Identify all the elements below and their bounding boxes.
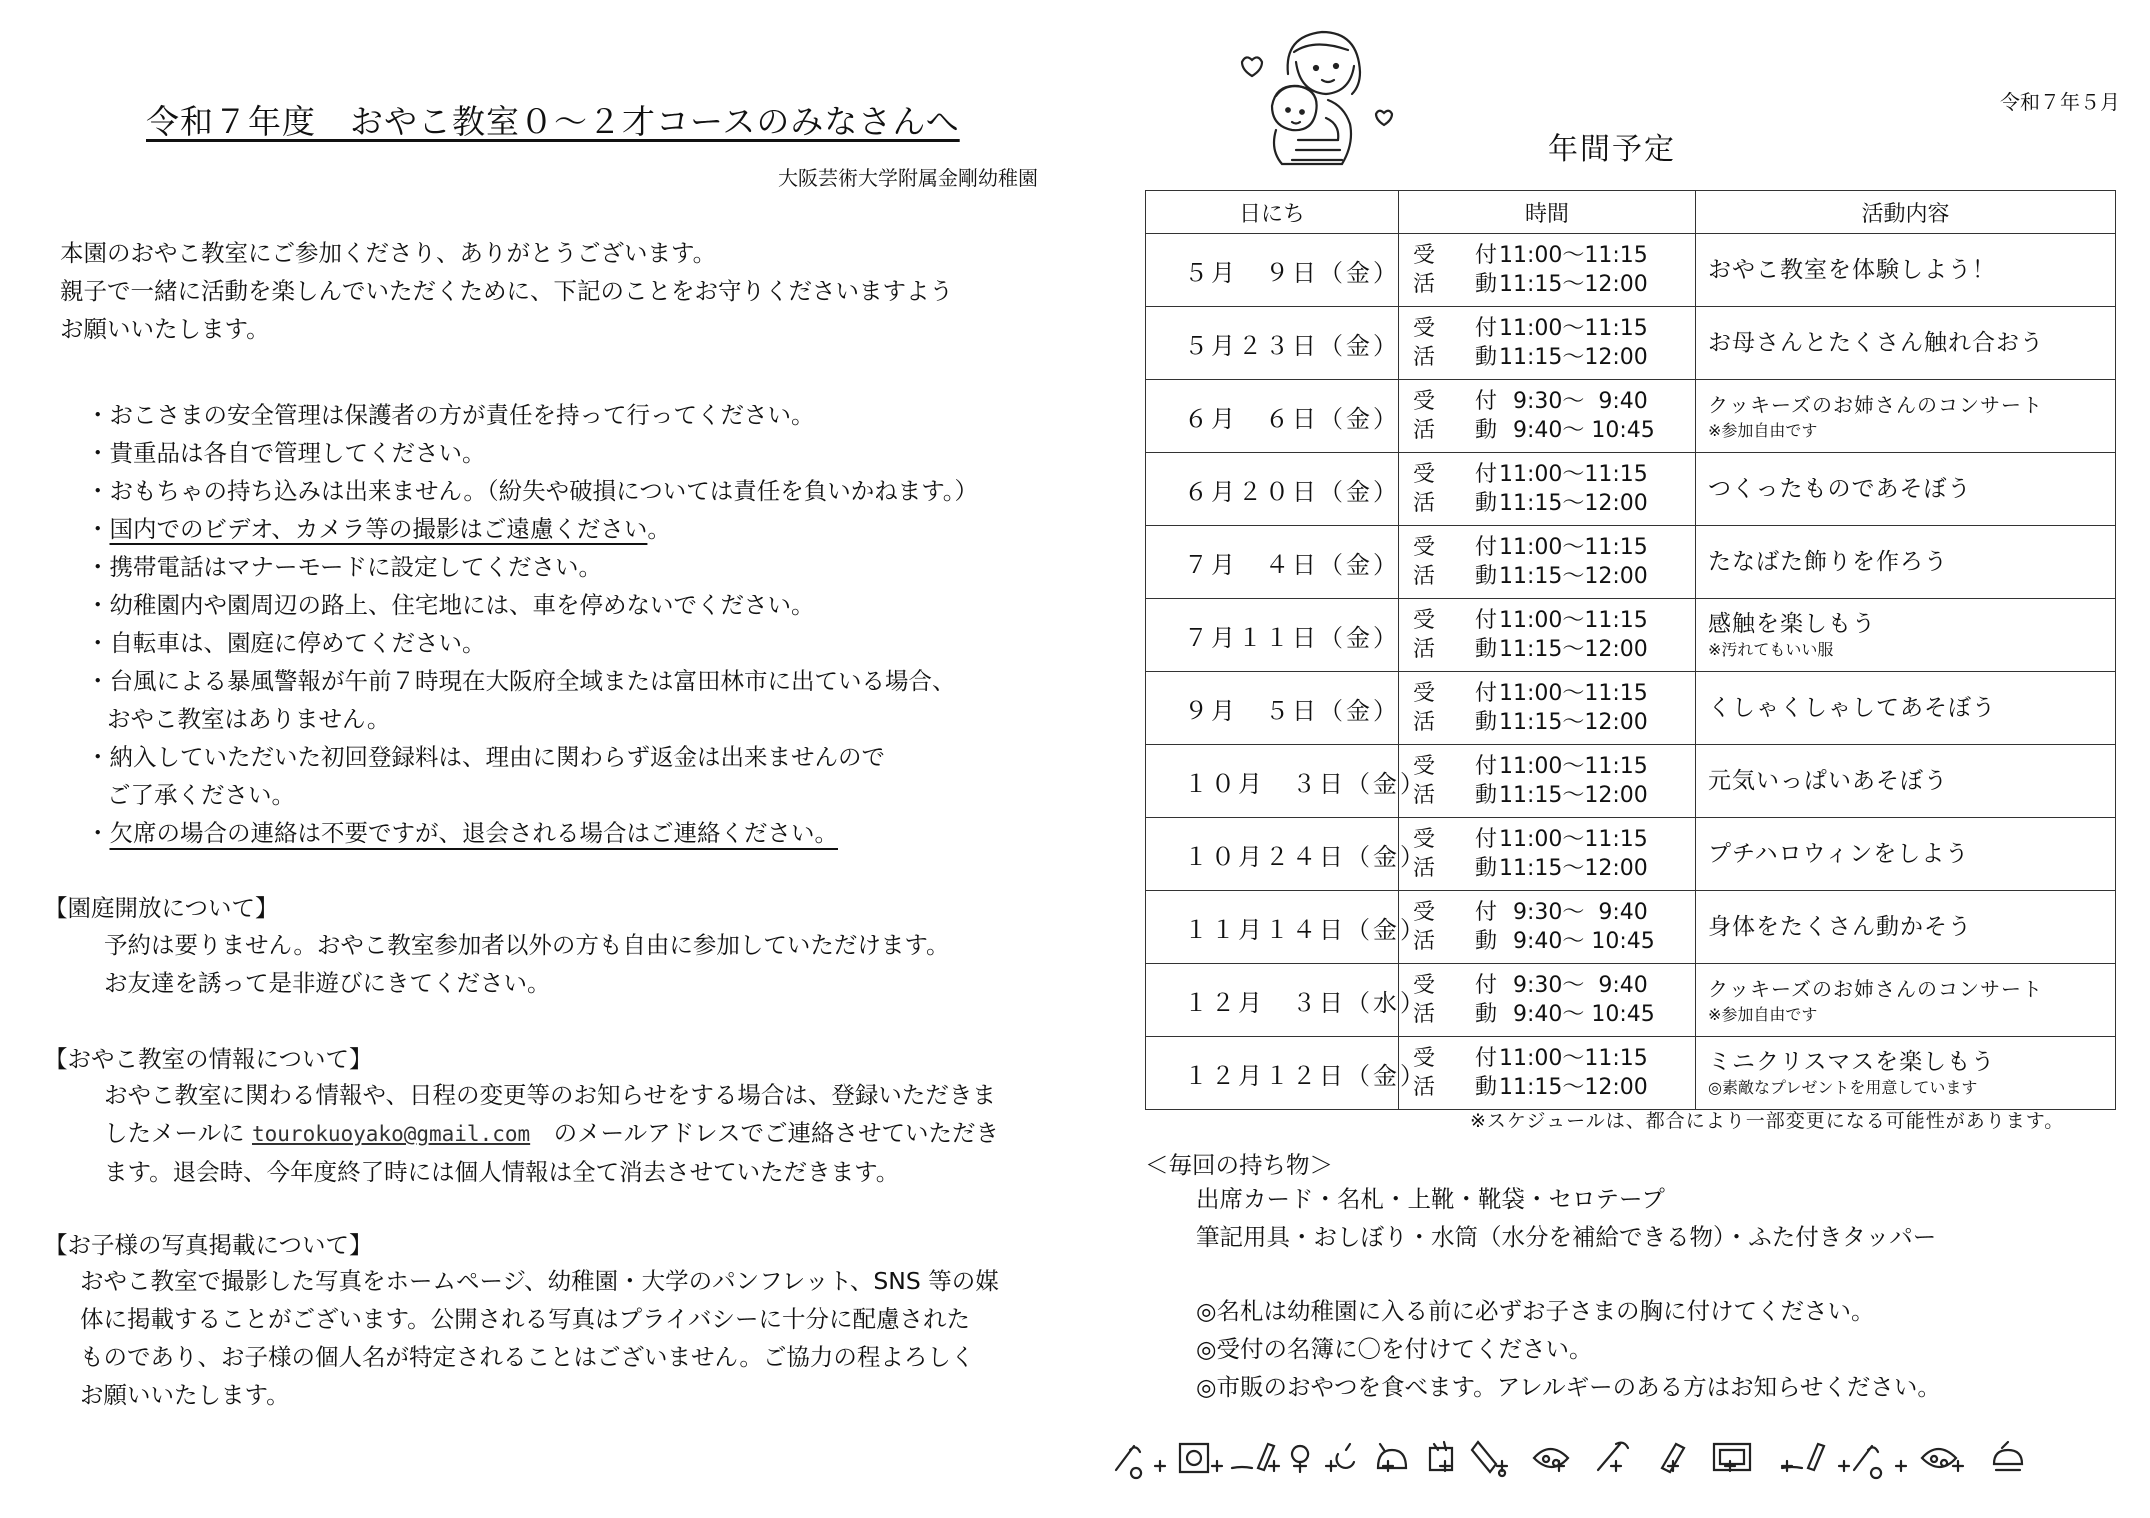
- intro-line: 本園のおやこ教室にご参加くださり、ありがとうございます。: [60, 239, 717, 267]
- activity-time: [1413, 1000, 1694, 1029]
- section-line: 体に掲載することがございます。公開される写真はプライバシーに十分に配慮された: [80, 1305, 970, 1333]
- activity-title: お母さんとたくさん触れ合おう: [1708, 330, 2044, 356]
- reception-time: [1413, 533, 1694, 562]
- activity-time: [1413, 489, 1694, 518]
- rules-list: [86, 396, 978, 852]
- column-header-time: 時間: [1399, 191, 1696, 234]
- reception-value: 9:30～ 9:40: [1499, 973, 1648, 998]
- activity-cell: [1696, 1037, 2116, 1110]
- schedule-row: [1146, 672, 2116, 745]
- schedule-change-note: ※スケジュールは、都合により一部変更になる可能性があります。: [1470, 1110, 2065, 1132]
- activity-label: 活 動: [1413, 1075, 1507, 1100]
- reception-value: 11:00～11:15: [1499, 754, 1648, 779]
- time-cell: [1399, 234, 1696, 307]
- intro-line: 親子で一緒に活動を楽しんでいただくために、下記のことをお守りくださいますよう: [60, 277, 953, 305]
- activity-value: 9:40～ 10:45: [1499, 929, 1655, 954]
- time-cell: [1399, 599, 1696, 672]
- schedule-row: [1146, 1037, 2116, 1110]
- activity-cell: [1696, 307, 2116, 380]
- schedule-row: [1146, 745, 2116, 818]
- activity-time: [1413, 708, 1694, 737]
- reception-label: 受 付: [1413, 973, 1507, 998]
- schedule-row: [1146, 380, 2116, 453]
- belongings-note: ◎受付の名簿に〇を付けてください。: [1196, 1335, 1593, 1363]
- rule-item-continued: ご了承ください。: [107, 781, 295, 809]
- time-cell: [1399, 526, 1696, 599]
- activity-cell: [1696, 234, 2116, 307]
- activity-title: たなばた飾りを作ろう: [1708, 549, 1948, 575]
- reception-label: 受 付: [1413, 243, 1507, 268]
- section-line: ものであり、お子様の個人名が特定されることはございません。ご協力の程よろしく: [80, 1343, 975, 1371]
- activity-label: 活 動: [1413, 929, 1507, 954]
- activity-title: くしゃくしゃしてあそぼう: [1708, 695, 1996, 721]
- activity-cell: [1696, 599, 2116, 672]
- activity-time: [1413, 416, 1694, 445]
- activity-cell: [1696, 964, 2116, 1037]
- section-line: おやこ教室に関わる情報や、日程の変更等のお知らせをする場合は、登録いただきま: [104, 1081, 996, 1109]
- activity-value: 11:15～12:00: [1499, 1075, 1648, 1100]
- activity-cell: [1696, 453, 2116, 526]
- belongings-note: ◎市販のおやつを食べます。アレルギーのある方はお知らせください。: [1196, 1373, 1941, 1401]
- rule-item: ・台風による暴風警報が午前７時現在大阪府全域または富田林市に出ている場合、: [86, 667, 956, 695]
- reception-time: [1413, 825, 1694, 854]
- belongings-list: [1196, 1180, 1936, 1256]
- reception-time: [1413, 460, 1694, 489]
- email-link[interactable]: tourokuoyako@gmail.com: [252, 1122, 531, 1146]
- section-body-info: [104, 1076, 999, 1191]
- schedule-row: [1146, 453, 2116, 526]
- belongings-item: 出席カード・名札・上靴・靴袋・セロテープ: [1196, 1185, 1665, 1213]
- rule-item: ・自転車は、園庭に停めてください。: [86, 629, 486, 657]
- reception-label: 受 付: [1413, 535, 1507, 560]
- section-line: 予約は要りません。おやこ教室参加者以外の方も自由に参加していただけます。: [104, 931, 950, 959]
- reception-value: 11:00～11:15: [1499, 1046, 1648, 1071]
- schedule-rows: [1146, 234, 2116, 1110]
- reception-value: 11:00～11:15: [1499, 608, 1648, 633]
- reception-label: 受 付: [1413, 389, 1507, 414]
- rule-absence-text: 欠席の場合の連絡は不要ですが、退会される場合はご連絡ください。: [109, 819, 838, 847]
- belongings-item: 筆記用具・おしぼり・水筒（水分を補給できる物）・ふた付きタッパー: [1196, 1223, 1937, 1251]
- date-cell: ５月 ９日（金）: [1146, 234, 1399, 307]
- reception-time: [1413, 387, 1694, 416]
- organization-name: 大阪芸術大学附属金剛幼稚園: [778, 166, 1038, 190]
- schedule-row: [1146, 818, 2116, 891]
- activity-time: [1413, 1073, 1694, 1102]
- rule-period: 。: [647, 515, 671, 543]
- date-cell: ９月 ５日（金）: [1146, 672, 1399, 745]
- rule-item: ・幼稚園内や園周辺の路上、住宅地には、車を停めないでください。: [86, 591, 815, 619]
- activity-cell: [1696, 745, 2116, 818]
- activity-time: [1413, 854, 1694, 883]
- time-cell: [1399, 380, 1696, 453]
- reception-value: 11:00～11:15: [1499, 316, 1648, 341]
- activity-time: [1413, 781, 1694, 810]
- schedule-row: [1146, 964, 2116, 1037]
- date-cell: １０月２４日（金）: [1146, 818, 1399, 891]
- activity-time: [1413, 343, 1694, 372]
- rule-item: [86, 814, 978, 852]
- activity-time: [1413, 635, 1694, 664]
- activity-label: 活 動: [1413, 710, 1507, 735]
- section-line: おやこ教室で撮影した写真をホームページ、幼稚園・大学のパンフレット、SNS 等の媒: [80, 1267, 999, 1295]
- reception-label: 受 付: [1413, 316, 1507, 341]
- activity-value: 11:15～12:00: [1499, 710, 1648, 735]
- reception-time: [1413, 606, 1694, 635]
- date-cell: ５月２３日（金）: [1146, 307, 1399, 380]
- section-line: [104, 1114, 999, 1153]
- activity-cell: [1696, 672, 2116, 745]
- reception-time: [1413, 1044, 1694, 1073]
- activity-time: [1413, 270, 1694, 299]
- rule-item: ・携帯電話はマナーモードに設定してください。: [86, 553, 603, 581]
- schedule-row: [1146, 307, 2116, 380]
- time-cell: [1399, 818, 1696, 891]
- reception-time: [1413, 971, 1694, 1000]
- rule-bullet: ・: [86, 819, 110, 847]
- reception-label: 受 付: [1413, 754, 1507, 779]
- table-header-row: [1146, 191, 2116, 234]
- section-line: お友達を誘って是非遊びにきてください。: [104, 969, 551, 997]
- column-header-activity: 活動内容: [1696, 191, 2116, 234]
- reception-time: [1413, 898, 1694, 927]
- activity-cell: [1696, 526, 2116, 599]
- mother-child-illustration: [1236, 22, 1394, 172]
- time-cell: [1399, 453, 1696, 526]
- reception-value: 11:00～11:15: [1499, 462, 1648, 487]
- section-heading-photos: 【お子様の写真掲載について】: [44, 1231, 373, 1259]
- reception-time: [1413, 241, 1694, 270]
- activity-label: 活 動: [1413, 856, 1507, 881]
- schedule-row: [1146, 234, 2116, 307]
- rule-item: ・おこさまの安全管理は保護者の方が責任を持って行ってください。: [86, 401, 815, 429]
- section-text: のメールアドレスでご連絡させていただき: [530, 1119, 999, 1147]
- activity-value: 11:15～12:00: [1499, 783, 1648, 808]
- time-cell: [1399, 1037, 1696, 1110]
- activity-title: 身体をたくさん動かそう: [1708, 914, 1972, 940]
- activity-title: 感触を楽しもう: [1708, 611, 1876, 637]
- rule-item: ・貴重品は各自で管理してください。: [86, 439, 486, 467]
- reception-value: 11:00～11:15: [1499, 827, 1648, 852]
- schedule-title: 年間予定: [1548, 132, 1676, 167]
- reception-time: [1413, 752, 1694, 781]
- activity-value: 11:15～12:00: [1499, 856, 1648, 881]
- activity-label: 活 動: [1413, 418, 1507, 443]
- activity-title: クッキーズのお姉さんのコンサート: [1708, 393, 2043, 417]
- activity-title: ミニクリスマスを楽しもう: [1708, 1049, 1996, 1075]
- rule-item: [86, 510, 978, 548]
- activity-value: 11:15～12:00: [1499, 272, 1648, 297]
- activity-label: 活 動: [1413, 1002, 1507, 1027]
- belongings-notes: [1196, 1292, 1941, 1406]
- activity-label: 活 動: [1413, 637, 1507, 662]
- rule-bullet: ・: [86, 515, 110, 543]
- rule-item: ・おもちゃの持ち込みは出来ません。（紛失や破損については責任を負いかねます。）: [86, 477, 979, 505]
- column-header-date: 日にち: [1146, 191, 1399, 234]
- activity-label: 活 動: [1413, 564, 1507, 589]
- time-cell: [1399, 964, 1696, 1037]
- date-cell: ６月 ６日（金）: [1146, 380, 1399, 453]
- schedule-row: [1146, 891, 2116, 964]
- date-cell: ７月１１日（金）: [1146, 599, 1399, 672]
- section-heading-info: 【おやこ教室の情報について】: [44, 1045, 373, 1073]
- activity-cell: [1696, 380, 2116, 453]
- activity-title: クッキーズのお姉さんのコンサート: [1708, 977, 2043, 1001]
- time-cell: [1399, 745, 1696, 818]
- activity-cell: [1696, 891, 2116, 964]
- activity-label: 活 動: [1413, 491, 1507, 516]
- reception-time: [1413, 314, 1694, 343]
- rule-item: ・納入していただいた初回登録料は、理由に関わらず返金は出来ませんので: [86, 743, 885, 771]
- activity-value: 9:40～ 10:45: [1499, 1002, 1655, 1027]
- activity-title: つくったものであそぼう: [1708, 476, 1972, 502]
- reception-label: 受 付: [1413, 900, 1507, 925]
- activity-note: ◎素敵なプレゼントを用意しています: [1708, 1078, 1978, 1097]
- intro-paragraph: [60, 234, 953, 348]
- activity-value: 11:15～12:00: [1499, 491, 1648, 516]
- date-cell: １１月１４日（金）: [1146, 891, 1399, 964]
- intro-line: お願いいたします。: [60, 315, 270, 343]
- activity-time: [1413, 927, 1694, 956]
- schedule-row: [1146, 599, 2116, 672]
- rule-no-photo-text: 国内でのビデオ、カメラ等の撮影はご遠慮ください: [109, 515, 648, 543]
- section-heading-garden: 【園庭開放について】: [44, 894, 279, 922]
- time-cell: [1399, 672, 1696, 745]
- activity-title: おやこ教室を体験しよう！: [1708, 257, 1996, 283]
- reception-value: 11:00～11:15: [1499, 681, 1648, 706]
- section-line: ます。退会時、今年度終了時には個人情報は全て消去させていただきます。: [104, 1158, 900, 1186]
- reception-time: [1413, 679, 1694, 708]
- reception-value: 11:00～11:15: [1499, 243, 1648, 268]
- section-text: したメールに: [104, 1119, 252, 1147]
- activity-value: 11:15～12:00: [1499, 564, 1648, 589]
- section-body-photos: [80, 1262, 999, 1414]
- decorative-border-icons: [1110, 1430, 2120, 1480]
- annual-schedule-table: [1145, 190, 2116, 1110]
- document-title: 令和７年度 おやこ教室０～２才コースのみなさんへ: [146, 102, 960, 141]
- reception-label: 受 付: [1413, 827, 1507, 852]
- section-line: お願いいたします。: [80, 1381, 290, 1409]
- time-cell: [1399, 307, 1696, 380]
- activity-value: 11:15～12:00: [1499, 345, 1648, 370]
- section-body-garden: [104, 926, 950, 1002]
- activity-note: ※参加自由です: [1708, 1005, 1818, 1024]
- rule-item-continued: おやこ教室はありません。: [107, 705, 391, 733]
- belongings-note: ◎名札は幼稚園に入る前に必ずお子さまの胸に付けてください。: [1196, 1297, 1875, 1325]
- reception-label: 受 付: [1413, 608, 1507, 633]
- date-cell: １２月 ３日（水）: [1146, 964, 1399, 1037]
- activity-title: プチハロウィンをしよう: [1708, 841, 1970, 867]
- activity-note: ※汚れてもいい服: [1708, 640, 1834, 659]
- belongings-heading: ＜毎回の持ち物＞: [1145, 1151, 1333, 1179]
- date-cell: ６月２０日（金）: [1146, 453, 1399, 526]
- date-cell: ７月 ４日（金）: [1146, 526, 1399, 599]
- activity-label: 活 動: [1413, 345, 1507, 370]
- activity-value: 11:15～12:00: [1499, 637, 1648, 662]
- activity-title: 元気いっぱいあそぼう: [1708, 768, 1948, 794]
- reception-value: 9:30～ 9:40: [1499, 900, 1648, 925]
- reception-value: 11:00～11:15: [1499, 535, 1648, 560]
- activity-note: ※参加自由です: [1708, 421, 1818, 440]
- schedule-row: [1146, 526, 2116, 599]
- activity-value: 9:40～ 10:45: [1499, 418, 1655, 443]
- reception-label: 受 付: [1413, 1046, 1507, 1071]
- issue-date: 令和７年５月: [2000, 90, 2120, 114]
- activity-label: 活 動: [1413, 272, 1507, 297]
- date-cell: １０月 ３日（金）: [1146, 745, 1399, 818]
- time-cell: [1399, 891, 1696, 964]
- activity-cell: [1696, 818, 2116, 891]
- reception-label: 受 付: [1413, 681, 1507, 706]
- date-cell: １２月１２日（金）: [1146, 1037, 1399, 1110]
- activity-label: 活 動: [1413, 783, 1507, 808]
- reception-label: 受 付: [1413, 462, 1507, 487]
- activity-time: [1413, 562, 1694, 591]
- reception-value: 9:30～ 9:40: [1499, 389, 1648, 414]
